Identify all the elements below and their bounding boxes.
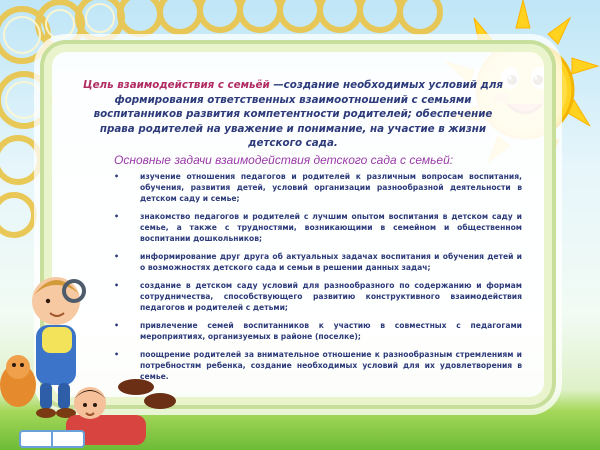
bullet-icon: • bbox=[114, 350, 120, 359]
task-text: поощрение родителей за внимательное отношение к разнообразным стремлениям и потребностям ребенка, создание необходимых условий для их удовлетворения в семье. bbox=[140, 350, 522, 381]
task-text: знакомство педагогов и родителей с лучшим опытом воспитания в детском саду и семье, а также с трудностями, возникающими в семейном и общественном воспитании дошкольников; bbox=[140, 212, 522, 243]
bullet-icon: • bbox=[114, 252, 120, 261]
task-item bbox=[114, 211, 522, 244]
children-illustration bbox=[0, 255, 190, 450]
task-text: информирование друг друга об актуальных задачах воспитания и обучения детей и о возможностях детского сада и семьи в решении данных задач; bbox=[140, 252, 522, 272]
purpose-text: —создание необходимых условий для формирования ответственных взаимоотношений с семьями воспитанников развития компетентности родителей; обеспечение права родителей на уважение и понимание, на участие в жизни детского сада. bbox=[93, 79, 503, 149]
task-text: создание в детском саду условий для разнообразного по содержанию и формам сотрудничества, способствующего развитию конструктивного взаимодействия педагогов и родителей с детьми; bbox=[140, 281, 522, 312]
bullet-icon: • bbox=[114, 172, 120, 181]
purpose-title bbox=[78, 78, 508, 151]
tasks-subtitle: Основные задачи взаимодействия детского сада с семьей: bbox=[114, 153, 454, 167]
bullet-icon: • bbox=[114, 281, 120, 290]
purpose-accent: Цель взаимодействия с семьёй bbox=[83, 79, 270, 91]
task-text: изучение отношения педагогов и родителей к различным вопросам воспитания, обучения, развития детей, условий организации разнообразной деятельности в детском саду и семье; bbox=[140, 172, 522, 203]
bullet-icon: • bbox=[114, 321, 120, 330]
task-item bbox=[114, 171, 522, 204]
task-text: привлечение семей воспитанников к участию в совместных с педагогами мероприятиях, организуемых в районе (поселке); bbox=[140, 321, 522, 341]
bullet-icon: • bbox=[114, 212, 120, 221]
